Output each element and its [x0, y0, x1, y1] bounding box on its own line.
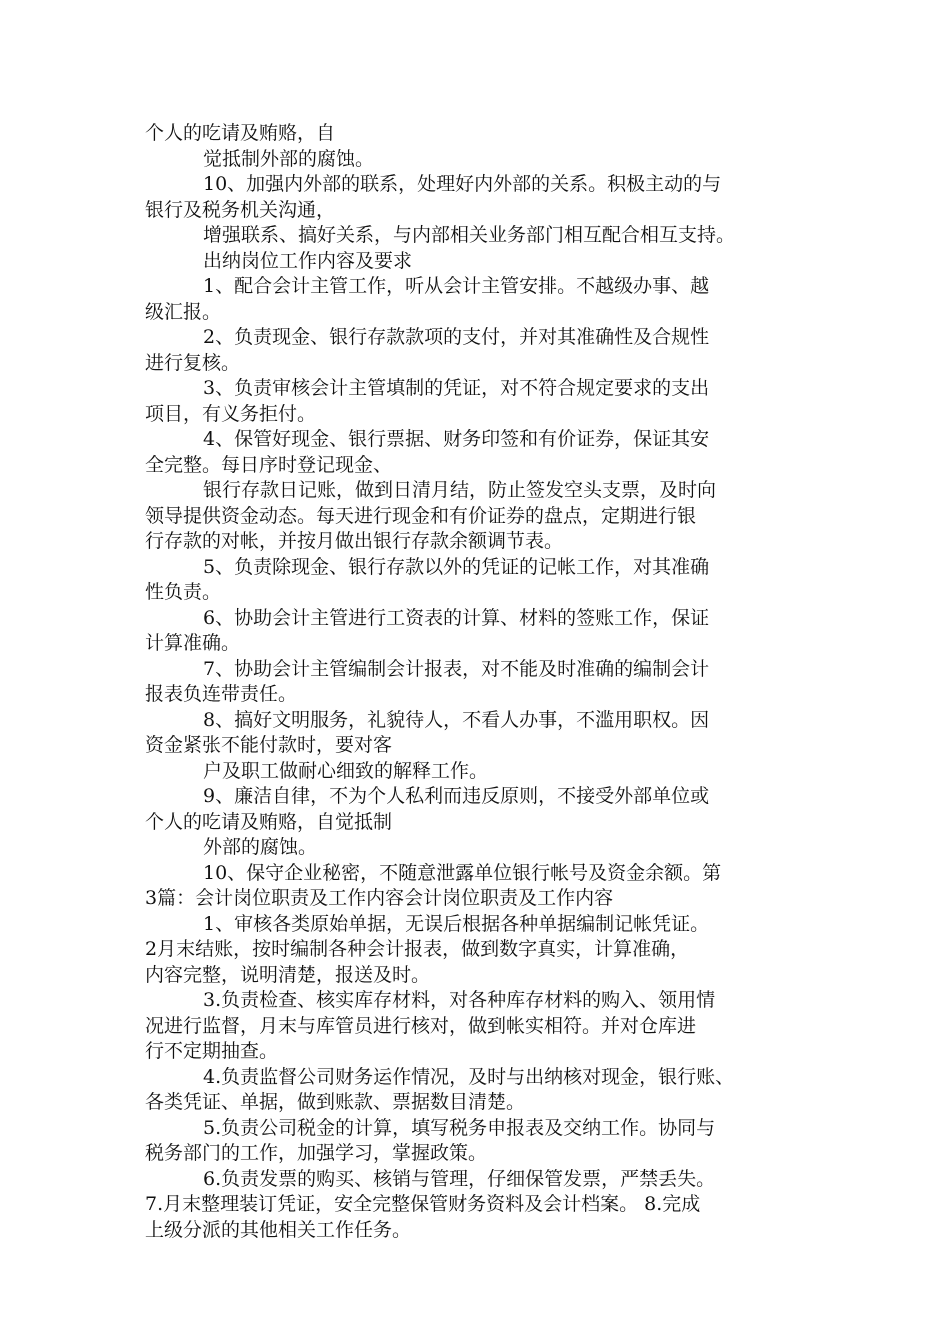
text-line: 外部的腐蚀。: [203, 836, 318, 858]
text-line: 计算准确。: [145, 632, 241, 654]
text-line: 况进行监督，月末与库管员进行核对，做到帐实相符。并对仓库进: [145, 1014, 697, 1037]
text-line: 税务部门的工作，加强学习，掌握政策。: [145, 1142, 488, 1164]
text-line: 3篇：会计岗位职责及工作内容会计岗位职责及工作内容: [145, 887, 614, 909]
text-line: 7、协助会计主管编制会计报表，对不能及时准确的编制会计: [203, 657, 710, 680]
text-line: 4、保管好现金、银行票据、财务印签和有价证券，保证其安: [203, 428, 710, 450]
text-line: 领导提供资金动态。每天进行现金和有价证券的盘点，定期进行银: [145, 504, 697, 527]
text-line: 3、负责审核会计主管填制的凭证，对不符合规定要求的支出: [203, 377, 710, 399]
text-line: 觉抵制外部的腐蚀。: [203, 147, 375, 170]
document-body: [145, 121, 817, 1243]
text-line: 2月末结账，按时编制各种会计报表，做到数字真实，计算准确，: [145, 938, 690, 960]
text-line: 户及职工做耐心细致的解释工作。: [203, 759, 489, 782]
text-line: 10、保守企业秘密，不随意泄露单位银行帐号及资金余额。第: [203, 861, 722, 884]
text-line: 报表负连带责任。: [145, 683, 298, 705]
text-line: 2、负责现金、银行存款款项的支付，并对其准确性及合规性: [203, 326, 710, 348]
text-line: 个人的吃请及贿赂，自觉抵制: [145, 810, 393, 833]
text-line: 增强联系、搞好关系，与内部相关业务部门相互配合相互支持。: [203, 224, 736, 246]
text-line: 资金紧张不能付款时，要对客: [145, 734, 393, 756]
text-line: 行存款的对帐，并按月做出银行存款余额调节表。: [145, 530, 564, 552]
text-line: 行不定期抽查。: [145, 1040, 279, 1062]
text-line: 项目，有义务拒付。: [145, 402, 317, 425]
section-heading: 出纳岗位工作内容及要求: [203, 249, 413, 272]
text-line: 9、廉洁自律，不为个人私利而违反原则，不接受外部单位或: [203, 785, 710, 807]
text-line: 8、搞好文明服务，礼貌待人，不看人办事，不滥用职权。因: [203, 708, 710, 731]
text-line: 7.月末整理装订凭证，安全完整保管财务资料及会计档案。 8.完成: [145, 1193, 701, 1215]
text-line: 6、协助会计主管进行工资表的计算、材料的签账工作，保证: [203, 606, 710, 629]
text-line: 1、配合会计主管工作，听从会计主管安排。不越级办事、越: [203, 275, 710, 297]
text-line: 10、加强内外部的联系，处理好内外部的关系。积极主动的与: [203, 173, 722, 195]
text-line: 5.负责公司税金的计算，填写税务申报表及交纳工作。协同与: [203, 1116, 716, 1139]
text-line: 1、审核各类原始单据，无误后根据各种单据编制记帐凭证。: [203, 912, 710, 935]
text-line: 4.负责监督公司财务运作情况，及时与出纳核对现金，银行账、: [203, 1065, 735, 1088]
text-line: 银行及税务机关沟通，: [145, 198, 336, 221]
text-line: 5、负责除现金、银行存款以外的凭证的记帐工作，对其准确: [203, 555, 710, 578]
text-line: 内容完整，说明清楚，报送及时。: [145, 963, 431, 986]
text-line: 6.负责发票的购买、核销与管理，仔细保管发票，严禁丢失。: [203, 1167, 716, 1190]
text-line: 上级分派的其他相关工作任务。: [145, 1218, 412, 1241]
text-line: 各类凭证、单据，做到账款、票据数目清楚。: [145, 1091, 526, 1113]
text-line: 性负责。: [145, 581, 222, 603]
text-line: 全完整。每日序时登记现金、: [145, 453, 393, 476]
text-line: 级汇报。: [145, 300, 222, 323]
text-line: 3.负责检查、核实库存材料，对各种库存材料的购入、领用情: [203, 989, 716, 1011]
text-line: 银行存款日记账，做到日清月结，防止签发空头支票，及时向: [203, 479, 717, 501]
text-line: 个人的吃请及贿赂，自: [145, 122, 336, 144]
text-line: 进行复核。: [145, 351, 241, 374]
